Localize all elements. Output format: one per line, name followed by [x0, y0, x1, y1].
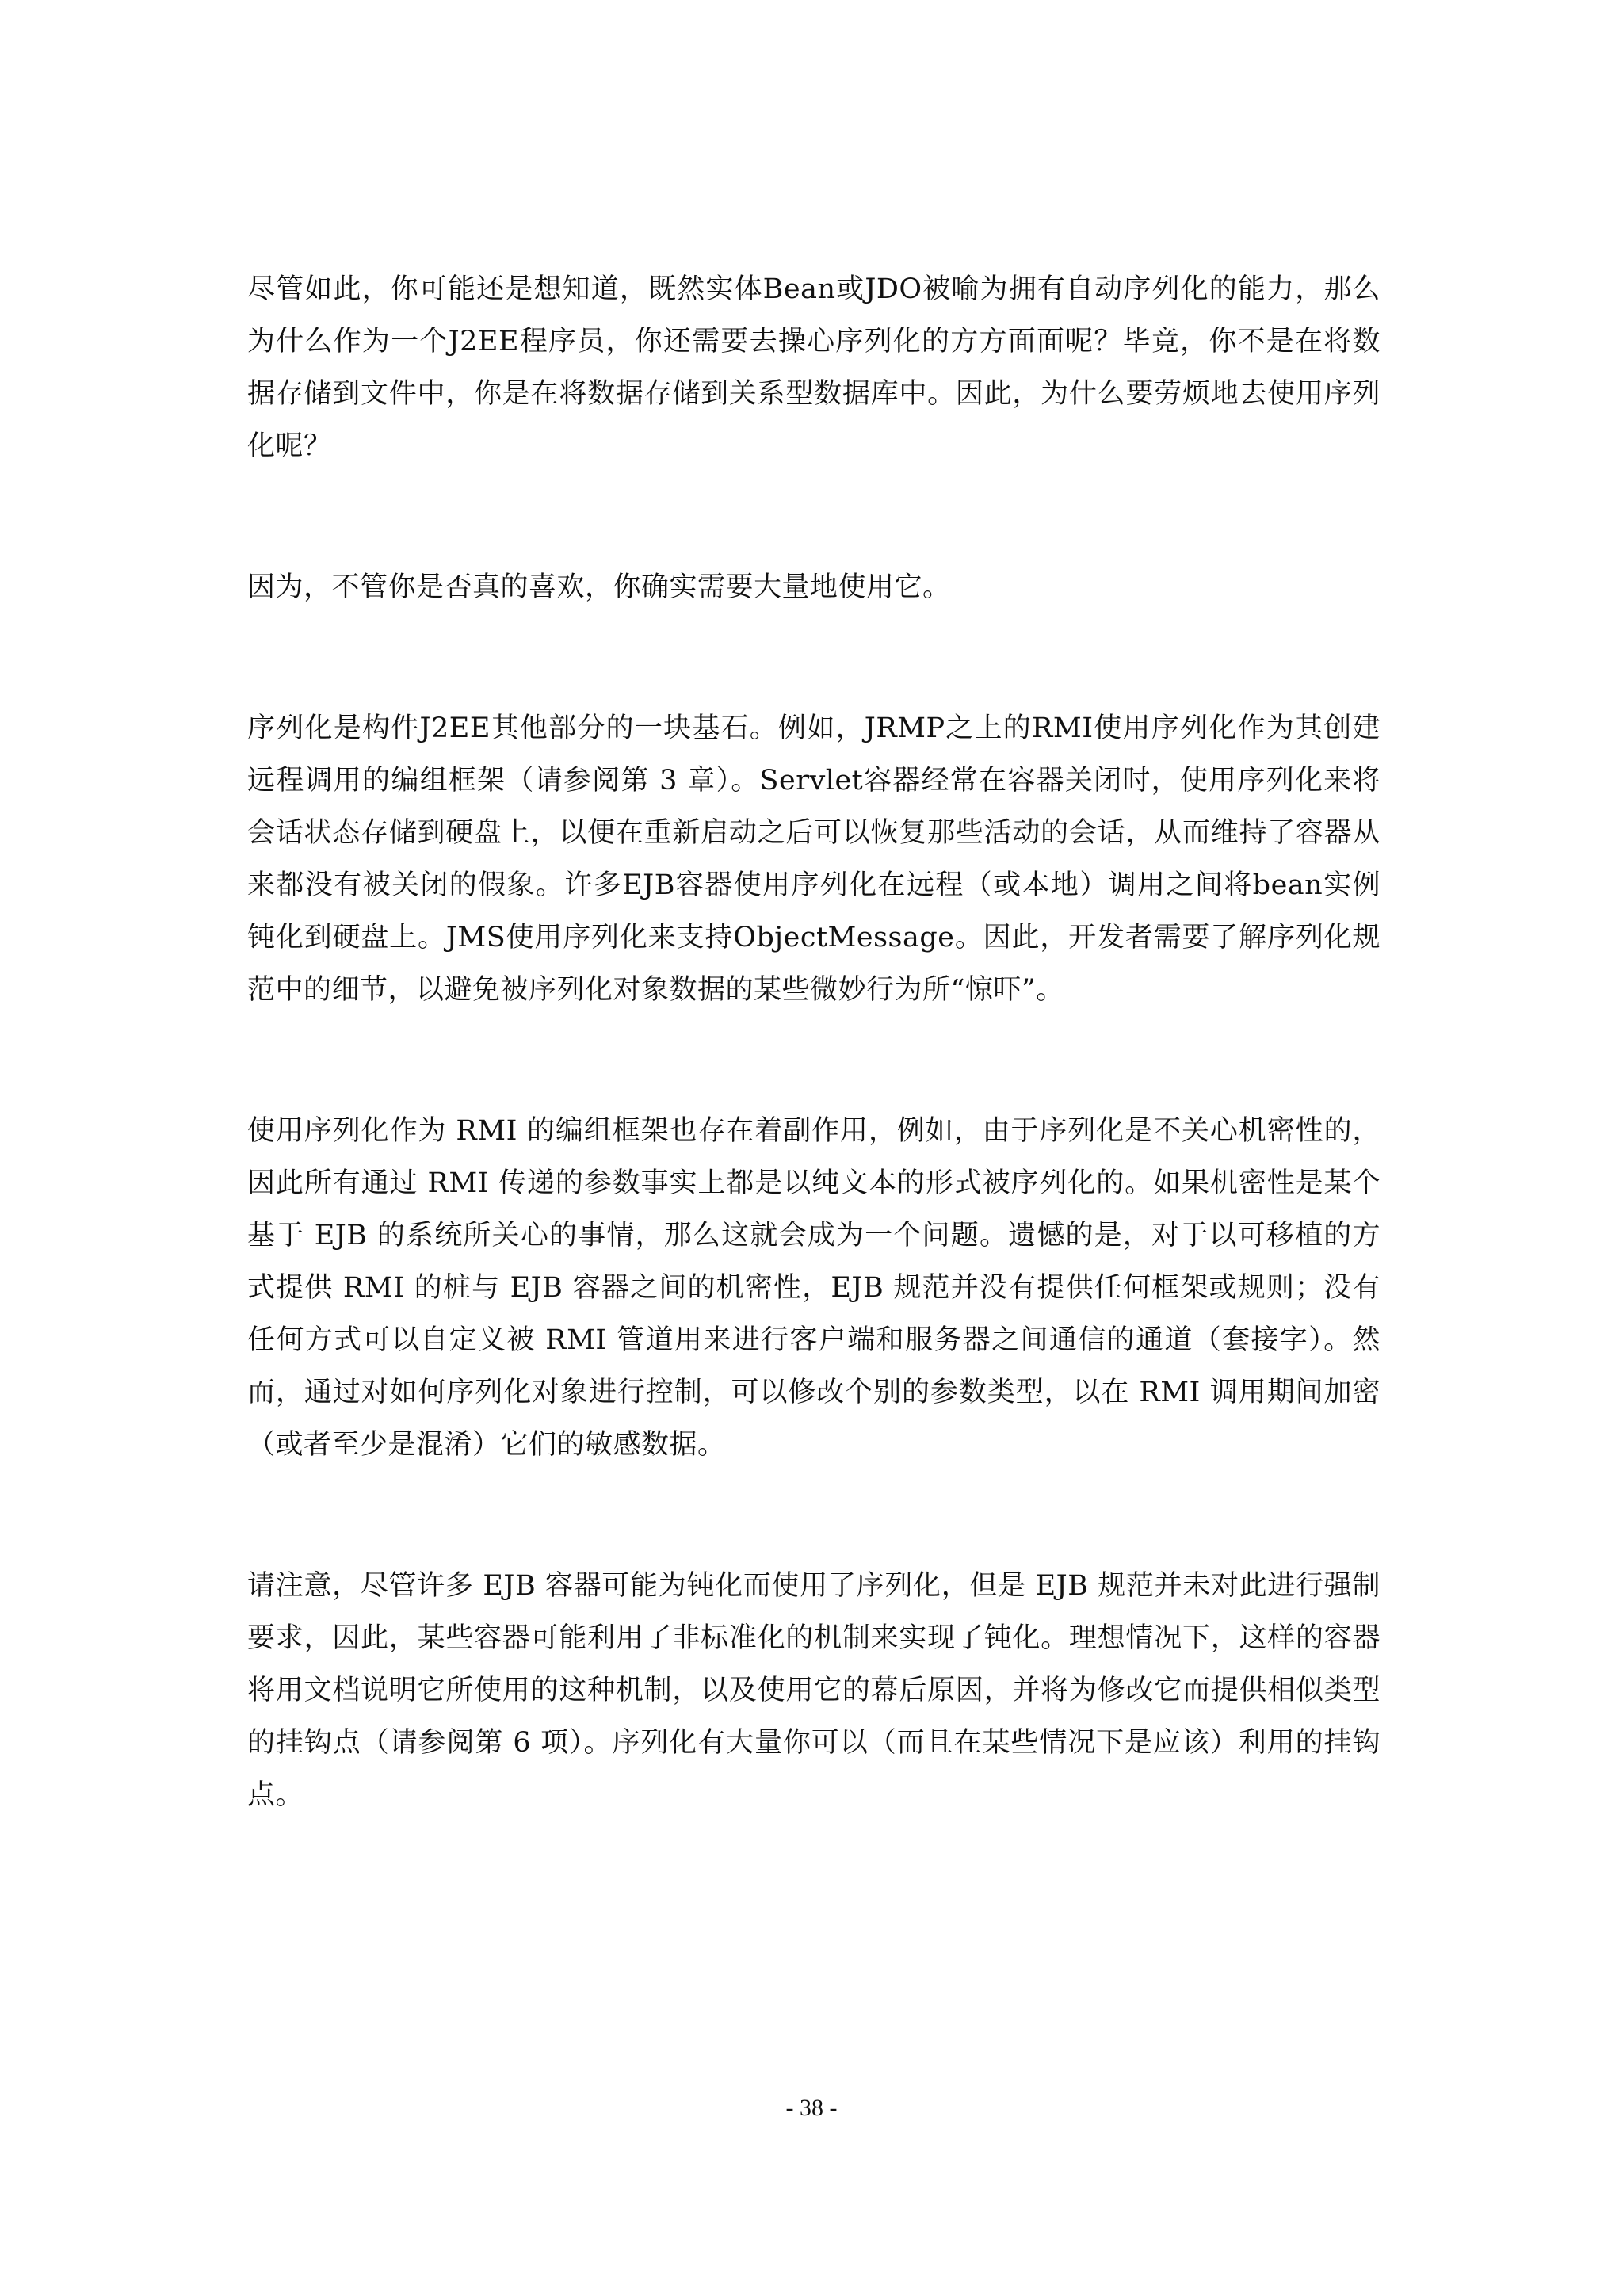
paragraph-2: 因为，不管你是否真的喜欢，你确实需要大量地使用它。 [247, 571, 951, 603]
paragraph-4: 使用序列化作为 RMI 的编组框架也存在着副作用，例如，由于序列化是不关心机密性的，因此所有通过 RMI 传递的参数事实上都是以纯文本的形式被序列化的。如果机密性是某个基于 EJB 的系统所关心的事情，那么这就会成为一个问题。遗憾的是，对于以可移植的方式提供 RMI 的桩与 EJB 容器之间的机密性，EJB 规范并没有提供任何框架或规则；没有任何方式可以自定义被 RMI 管道用来进行客户端和服务器之间通信的通道（套接字）。然而，通过对如何序列化对象进行控制，可以修改个别的参数类型，以在 RMI 调用期间加密（或者至少是混淆）它们的敏感数据。 [247, 1115, 1381, 1461]
paragraph-3: 序列化是构件J2EE其他部分的一块基石。例如，JRMP之上的RMI使用序列化作为其创建远程调用的编组框架（请参阅第 3 章）。Servlet容器经常在容器关闭时，使用序列化来将会话状态存储到硬盘上，以便在重新启动之后可以恢复那些活动的会话，从而维持了容器从来都没有被关闭的假象。许多EJB容器使用序列化在远程（或本地）调用之间将bean实例钝化到硬盘上。JMS使用序列化来支持ObjectMessage。因此，开发者需要了解序列化规范中的细节，以避免被序列化对象数据的某些微妙行为所“惊吓”。 [247, 712, 1381, 1006]
paragraph-1: 尽管如此，你可能还是想知道，既然实体Bean或JDO被喻为拥有自动序列化的能力，那么为什么作为一个J2EE程序员，你还需要去操心序列化的方方面面呢？毕竟，你不是在将数据存储到文件中，你是在将数据存储到关系型数据库中。因此，为什么要劳烦地去使用序列化呢？ [247, 273, 1381, 462]
page-number: - 38 - [785, 2095, 838, 2121]
paragraph-5: 请注意，尽管许多 EJB 容器可能为钝化而使用了序列化，但是 EJB 规范并未对此进行强制要求，因此，某些容器可能利用了非标准化的机制来实现了钝化。理想情况下，这样的容器将用文档说明它所使用的这种机制，以及使用它的幕后原因，并将为修改它而提供相似类型的挂钩点（请参阅第 6 项）。序列化有大量你可以（而且在某些情况下是应该）利用的挂钩点。 [247, 1570, 1381, 1811]
document-body [247, 263, 1381, 1821]
